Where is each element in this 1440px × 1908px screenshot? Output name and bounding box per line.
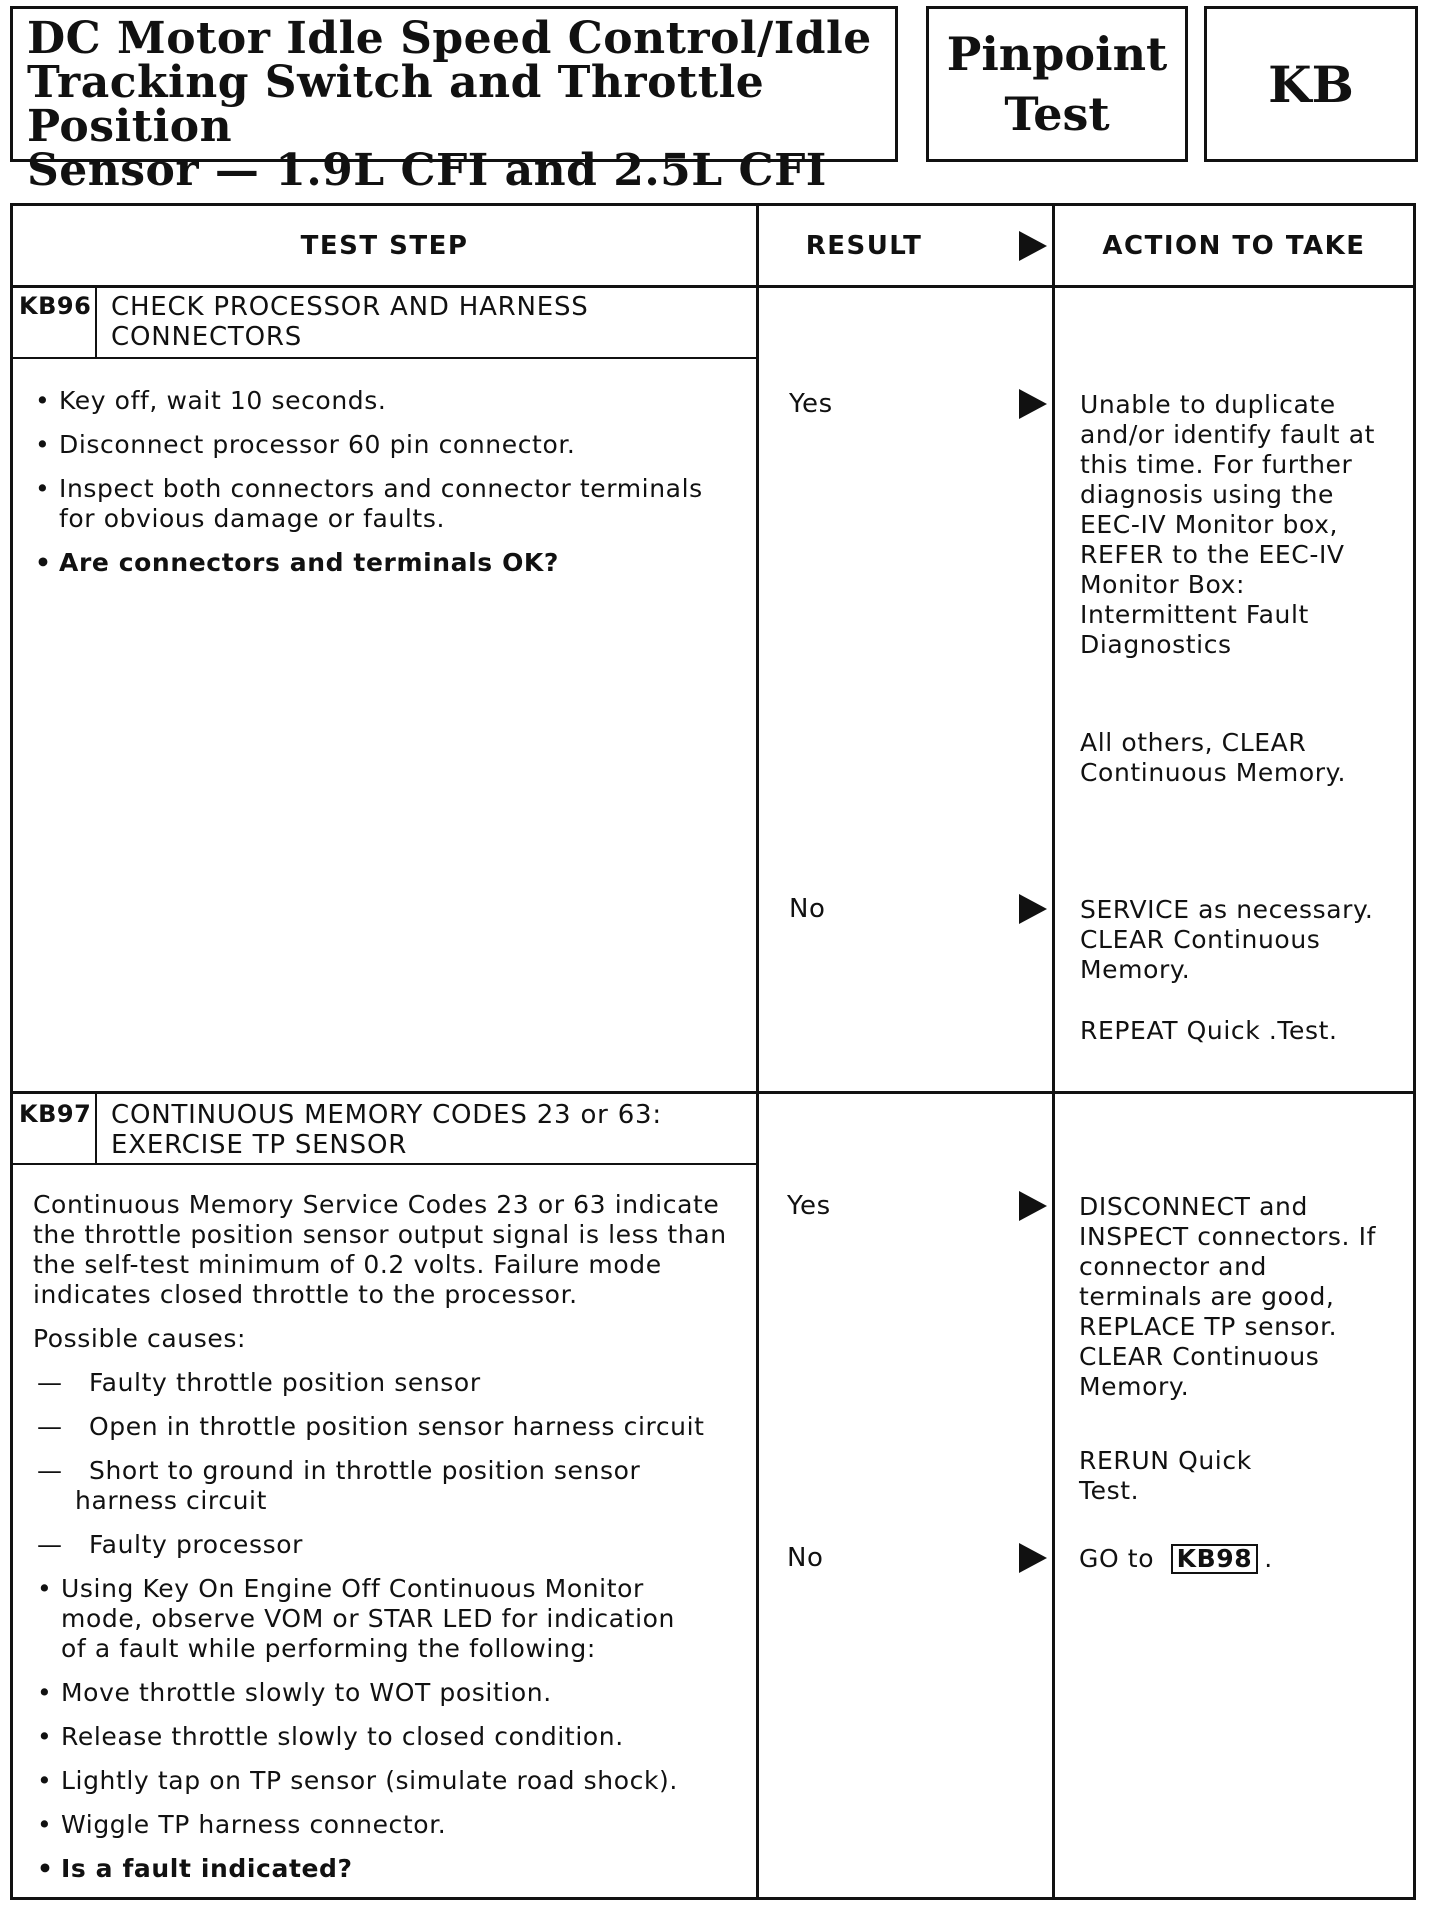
description-line: Continuous Memory Service Codes 23 or 63 indicate bbox=[33, 1190, 720, 1219]
instruction-item-continued: mode, observe VOM or STAR LED for indication bbox=[61, 1604, 675, 1633]
test-code: KB bbox=[1268, 54, 1354, 114]
step-id-divider bbox=[95, 288, 97, 358]
step-description bbox=[33, 1190, 748, 1884]
step-title-underline bbox=[13, 357, 756, 359]
step-id: KB97 bbox=[19, 1100, 92, 1128]
test-type-line-2: Test bbox=[1004, 87, 1110, 141]
action-no bbox=[1079, 1544, 1409, 1574]
action-no bbox=[1080, 895, 1410, 985]
step-title-line: CONTINUOUS MEMORY CODES 23 or 63: bbox=[111, 1100, 662, 1130]
action-line: EEC-IV Monitor box, bbox=[1080, 510, 1339, 539]
column-header-result: RESULT bbox=[805, 231, 923, 261]
action-yes-rerun bbox=[1079, 1446, 1409, 1506]
action-line: Monitor Box: bbox=[1080, 570, 1246, 599]
cause-item: — Faulty processor bbox=[33, 1530, 748, 1560]
instruction-item: • Disconnect processor 60 pin connector. bbox=[31, 430, 731, 460]
step-title bbox=[111, 1100, 662, 1160]
action-line: All others, CLEAR bbox=[1080, 728, 1307, 757]
description-line: the throttle position sensor output signal is less than bbox=[33, 1220, 727, 1249]
description-line: indicates closed throttle to the processor. bbox=[33, 1280, 578, 1309]
result-arrow-icon bbox=[1019, 1543, 1047, 1573]
causes-label: Possible causes: bbox=[33, 1324, 246, 1353]
step-instructions bbox=[31, 386, 731, 578]
step-title-line: CONNECTORS bbox=[111, 322, 303, 352]
result-arrow-icon bbox=[1019, 389, 1047, 419]
instruction-item: • Inspect both connectors and connector terminals bbox=[31, 474, 731, 504]
instruction-item: • Release throttle slowly to closed condition. bbox=[33, 1722, 748, 1752]
step-title-line: CHECK PROCESSOR AND HARNESS bbox=[111, 292, 589, 322]
instruction-item: • Lightly tap on TP sensor (simulate road shock). bbox=[33, 1766, 748, 1796]
result-arrow-icon bbox=[1019, 1191, 1047, 1221]
cause-item: — Short to ground in throttle position sensor bbox=[33, 1456, 748, 1486]
step-id: KB96 bbox=[19, 292, 92, 320]
step-title bbox=[111, 292, 589, 352]
column-divider bbox=[1052, 206, 1055, 1897]
result-yes: Yes bbox=[787, 1191, 831, 1221]
action-line: Intermittent Fault bbox=[1080, 600, 1309, 629]
instruction-item-continued: of a fault while performing the following: bbox=[61, 1634, 596, 1663]
action-line: terminals are good, bbox=[1079, 1282, 1335, 1311]
action-line: connector and bbox=[1079, 1252, 1268, 1281]
instruction-item: • Move throttle slowly to WOT position. bbox=[33, 1678, 748, 1708]
action-line: SERVICE as necessary. bbox=[1080, 895, 1374, 924]
instruction-item: • Using Key On Engine Off Continuous Monitor bbox=[33, 1574, 748, 1604]
page-title-line-2: Tracking Switch and Throttle Position bbox=[27, 57, 765, 152]
page-title-line-3: Sensor — 1.9L CFI and 2.5L CFI bbox=[27, 145, 827, 196]
step-title-underline bbox=[13, 1163, 756, 1165]
pinpoint-test-table bbox=[10, 203, 1416, 1900]
instruction-question: • Is a fault indicated? bbox=[33, 1854, 748, 1884]
action-line: and/or identify fault at bbox=[1080, 420, 1376, 449]
cause-item-continued: harness circuit bbox=[75, 1486, 267, 1515]
column-header-test-step: TEST STEP bbox=[300, 231, 469, 261]
action-line: CLEAR Continuous bbox=[1079, 1342, 1320, 1371]
action-line: CLEAR Continuous bbox=[1080, 925, 1321, 954]
goto-kb98-link[interactable]: KB98 bbox=[1171, 1544, 1259, 1574]
test-type-box bbox=[926, 6, 1188, 162]
action-yes bbox=[1080, 390, 1400, 660]
action-line: REPLACE TP sensor. bbox=[1079, 1312, 1338, 1341]
step-row-divider bbox=[13, 1091, 1413, 1094]
title-box bbox=[10, 6, 898, 196]
goto-prefix: GO to bbox=[1079, 1544, 1155, 1573]
action-no-repeat bbox=[1080, 1016, 1410, 1046]
test-code-box bbox=[1204, 6, 1418, 162]
instruction-question: • Are connectors and terminals OK? bbox=[31, 548, 731, 578]
cause-item: — Faulty throttle position sensor bbox=[33, 1368, 748, 1398]
result-no: No bbox=[789, 894, 826, 924]
action-line: diagnosis using the bbox=[1080, 480, 1334, 509]
instruction-item: • Wiggle TP harness connector. bbox=[33, 1810, 748, 1840]
goto-suffix: . bbox=[1264, 1544, 1273, 1573]
result-no: No bbox=[787, 1543, 824, 1573]
column-divider bbox=[756, 206, 759, 1897]
action-line: Memory. bbox=[1080, 955, 1191, 984]
result-arrow-icon bbox=[1019, 231, 1047, 261]
action-line: REPEAT Quick .Test. bbox=[1080, 1016, 1338, 1045]
test-type-line-1: Pinpoint bbox=[946, 27, 1168, 81]
description-line: the self-test minimum of 0.2 volts. Failure mode bbox=[33, 1250, 662, 1279]
goto-action bbox=[1079, 1544, 1409, 1574]
action-yes-other bbox=[1080, 728, 1400, 788]
action-line: Unable to duplicate bbox=[1080, 390, 1336, 419]
action-line: Diagnostics bbox=[1080, 630, 1232, 659]
result-yes: Yes bbox=[789, 389, 833, 419]
page-title-line-1: DC Motor Idle Speed Control/Idle bbox=[27, 13, 872, 64]
action-line: this time. For further bbox=[1080, 450, 1353, 479]
action-line: RERUN Quick bbox=[1079, 1446, 1252, 1475]
action-line: REFER to the EEC-IV bbox=[1080, 540, 1345, 569]
instruction-item: • Key off, wait 10 seconds. bbox=[31, 386, 731, 416]
action-line: DISCONNECT and bbox=[1079, 1192, 1308, 1221]
step-id-divider bbox=[95, 1094, 97, 1164]
result-arrow-icon bbox=[1019, 894, 1047, 924]
action-line: Continuous Memory. bbox=[1080, 758, 1347, 787]
action-line: Test. bbox=[1079, 1476, 1140, 1505]
cause-item: — Open in throttle position sensor harness circuit bbox=[33, 1412, 748, 1442]
action-line: Memory. bbox=[1079, 1372, 1190, 1401]
column-header-action: ACTION TO TAKE bbox=[1102, 231, 1366, 261]
action-line: INSPECT connectors. If bbox=[1079, 1222, 1377, 1251]
step-title-line: EXERCISE TP SENSOR bbox=[111, 1130, 408, 1160]
action-yes bbox=[1079, 1192, 1409, 1402]
instruction-item-continued: for obvious damage or faults. bbox=[59, 504, 446, 533]
